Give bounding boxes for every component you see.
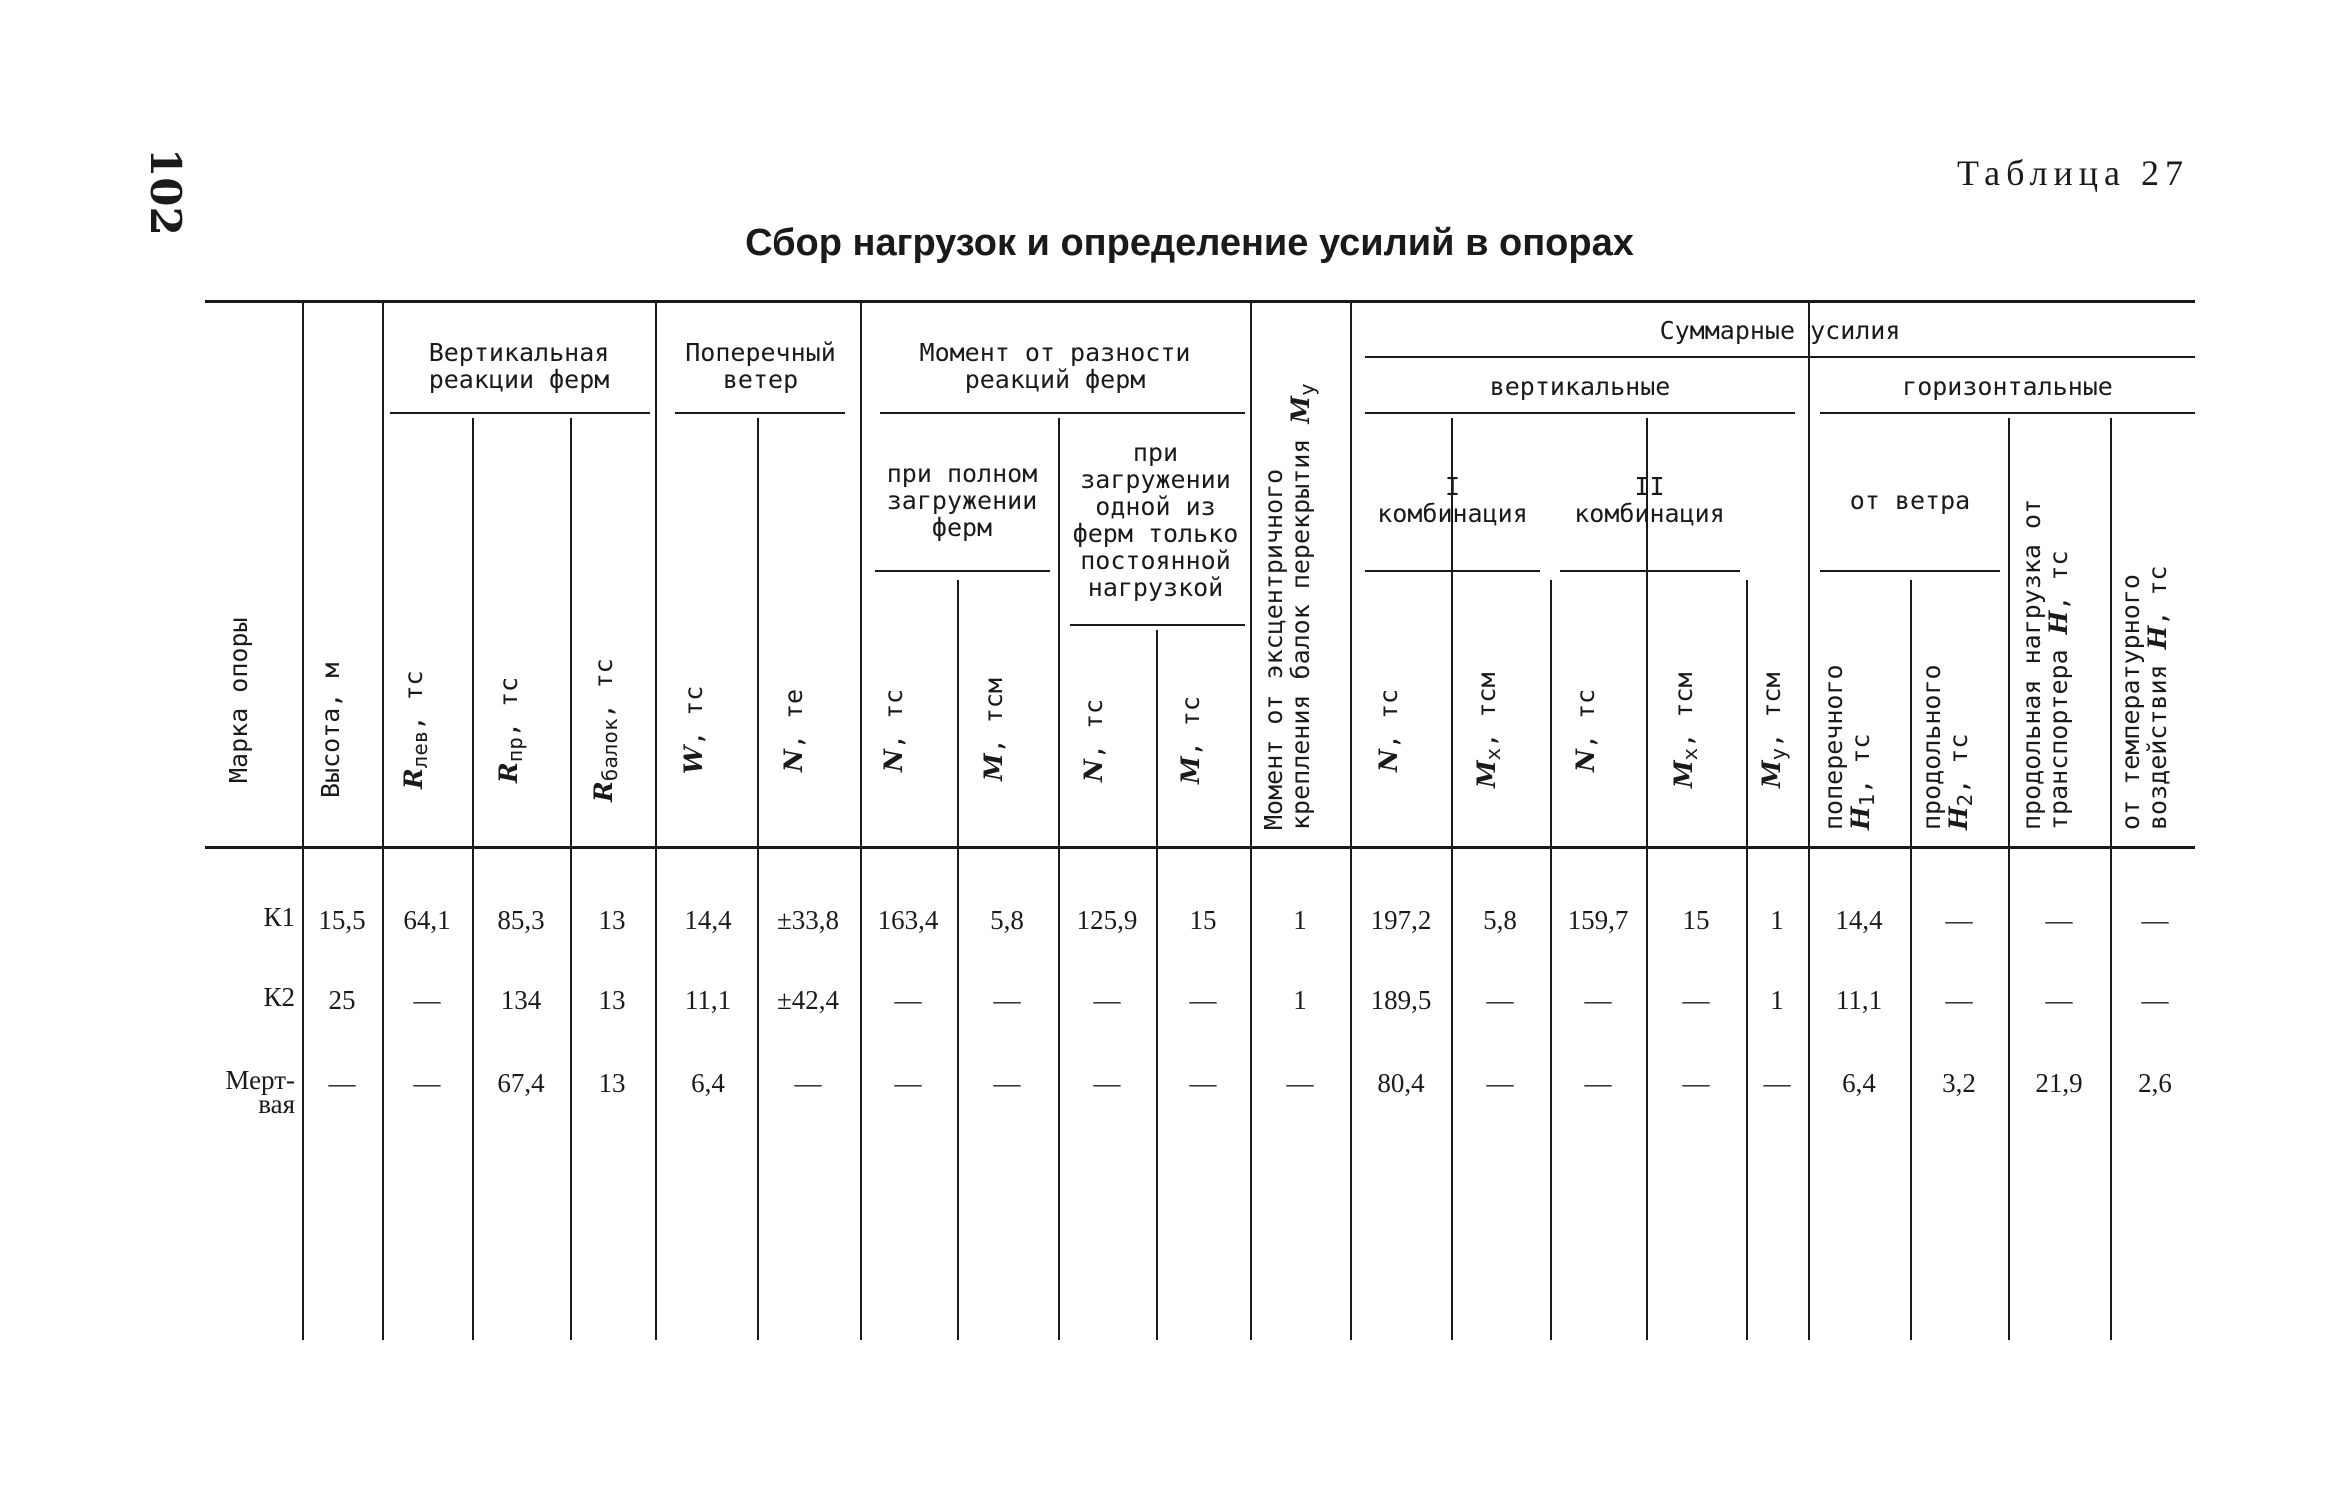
table-cell: — <box>2141 905 2169 935</box>
col-rule <box>1250 300 1252 1340</box>
header-h2: продольного $H_2$, тс <box>1917 664 1977 830</box>
table-cell: 11,1 <box>1835 985 1883 1015</box>
loads-table <box>205 300 2195 1340</box>
header-n-comb2: N, тс <box>1571 688 1600 772</box>
table-cell: 21,9 <box>2035 1068 2083 1098</box>
col-rule <box>1746 580 1748 1340</box>
col-rule <box>302 300 304 1340</box>
header-bottom-rule <box>205 846 2195 849</box>
table-cell: 80,4 <box>1377 1068 1425 1098</box>
header-cross-wind: Поперечный ветер <box>685 338 836 394</box>
table-cell: — <box>1093 985 1121 1015</box>
table-top-rule <box>205 300 2195 303</box>
table-cell: — <box>1584 985 1612 1015</box>
table-cell: 1 <box>1770 985 1784 1015</box>
col-rule <box>382 300 384 1340</box>
table-cell: 14,4 <box>1835 905 1883 935</box>
table-cell: — <box>794 1068 822 1098</box>
header-one-truss: при загружении одной из ферм только постоянной нагрузкой <box>1072 438 1239 602</box>
table-cell: 6,4 <box>1842 1068 1876 1098</box>
group-underline <box>1820 412 2195 414</box>
table-cell: 64,1 <box>403 905 451 935</box>
table-cell: 67,4 <box>497 1068 545 1098</box>
col-rule <box>2110 418 2112 1340</box>
header-height: Высота, м <box>316 662 345 798</box>
col-rule <box>1646 418 1648 1340</box>
col-rule <box>1350 300 1352 1340</box>
header-m-full: M, тсм <box>979 678 1008 782</box>
table-cell: — <box>2141 985 2169 1015</box>
table-cell: 197,2 <box>1370 905 1432 935</box>
table-cell: — <box>413 985 441 1015</box>
table-cell: — <box>1189 1068 1217 1098</box>
table-cell: — <box>1486 985 1514 1015</box>
group-underline <box>1365 356 2195 358</box>
header-full-load: при полном загружении ферм <box>886 458 1038 542</box>
group-underline <box>1365 570 1540 572</box>
table-cell: 1 <box>1770 905 1784 935</box>
header-eccentric: Момент от эксцентричного крепления балок перекрытия $M_y$ <box>1259 383 1319 830</box>
table-cell: — <box>1682 985 1710 1015</box>
table-cell: 5,8 <box>1483 905 1517 935</box>
table-cell: 15 <box>1682 905 1710 935</box>
header-h1: поперечного $H_1$, тс <box>1819 664 1879 830</box>
row-mark: К2 <box>263 982 295 1012</box>
table-cell: — <box>1093 1068 1121 1098</box>
page-title: Сбор нагрузок и определение усилий в опорах <box>745 222 1634 264</box>
table-cell: — <box>413 1068 441 1098</box>
table-cell: — <box>2045 905 2073 935</box>
table-cell: — <box>894 985 922 1015</box>
table-cell: — <box>1486 1068 1514 1098</box>
table-cell: — <box>1763 1068 1791 1098</box>
col-rule <box>472 418 474 1340</box>
table-cell: 163,4 <box>877 905 939 935</box>
table-cell: 15 <box>1189 905 1217 935</box>
table-cell: — <box>1945 905 1973 935</box>
table-cell: ±42,4 <box>776 985 840 1015</box>
col-rule <box>2008 418 2010 1340</box>
header-m-one: M, тс <box>1176 696 1205 784</box>
header-temperature: от температурного воздействия H, тс <box>2116 565 2172 830</box>
table-cell: 11,1 <box>684 985 732 1015</box>
header-r-beam: $R_{балок}$, тс <box>589 658 622 802</box>
col-rule <box>757 418 759 1340</box>
table-cell: 1 <box>1293 985 1307 1015</box>
header-r-right: $R_{пр}$, тс <box>494 676 527 784</box>
col-rule <box>1550 580 1552 1340</box>
table-cell: 6,4 <box>691 1068 725 1098</box>
table-cell: 125,9 <box>1076 905 1138 935</box>
header-n-wind: N, те <box>779 688 808 772</box>
header-n-full: N, тс <box>879 688 908 772</box>
col-rule <box>570 418 572 1340</box>
table-cell: 5,8 <box>990 905 1024 935</box>
table-cell: — <box>993 985 1021 1015</box>
group-underline <box>1560 570 1740 572</box>
header-comb2: II комбинация <box>1574 472 1725 528</box>
header-transporter: продольная нагрузка от транспортера H, тс <box>2017 498 2073 830</box>
table-cell: 25 <box>328 985 356 1015</box>
table-cell: — <box>1584 1068 1612 1098</box>
col-rule <box>957 580 959 1340</box>
header-sum-forces: Суммарные усилия <box>1659 315 1901 345</box>
header-w: W, тс <box>679 685 708 775</box>
group-underline <box>1365 412 1795 414</box>
table-cell: 13 <box>598 905 626 935</box>
header-my: $M_y$, тсм <box>1757 672 1790 788</box>
group-underline <box>880 412 1245 414</box>
table-cell: 1 <box>1293 905 1307 935</box>
col-rule <box>860 300 862 1340</box>
col-rule <box>1451 418 1453 1340</box>
table-cell: 13 <box>598 1068 626 1098</box>
table-cell: 134 <box>500 985 542 1015</box>
group-underline <box>1820 570 2000 572</box>
table-cell: — <box>1286 1068 1314 1098</box>
header-moment-diff: Момент от разности реакций ферм <box>919 338 1191 394</box>
col-rule <box>1910 580 1912 1340</box>
header-n-comb1: N, тс <box>1374 688 1403 772</box>
col-rule <box>1808 300 1810 1340</box>
col-rule <box>1058 418 1060 1340</box>
table-cell: — <box>328 1068 356 1098</box>
group-underline <box>390 412 650 414</box>
header-mx-comb1: $M_x$, тсм <box>1472 672 1505 788</box>
table-cell: 15,5 <box>318 905 366 935</box>
table-cell: — <box>2045 985 2073 1015</box>
group-underline <box>675 412 845 414</box>
header-mx-comb2: $M_x$, тсм <box>1669 672 1702 788</box>
group-underline <box>875 570 1050 572</box>
table-cell: 85,3 <box>497 905 545 935</box>
page-number: 102 <box>141 148 190 236</box>
col-rule <box>655 300 657 1340</box>
table-cell: — <box>993 1068 1021 1098</box>
table-cell: 159,7 <box>1567 905 1629 935</box>
header-mark: Марка опоры <box>224 617 253 783</box>
table-cell: 3,2 <box>1942 1068 1976 1098</box>
row-mark: К1 <box>263 902 295 932</box>
table-cell: 13 <box>598 985 626 1015</box>
header-horizontal: горизонтальные <box>1902 371 2113 401</box>
header-comb1: I комбинация <box>1377 472 1528 528</box>
table-cell: 189,5 <box>1370 985 1432 1015</box>
group-underline <box>1070 624 1245 626</box>
table-cell: 2,6 <box>2138 1068 2172 1098</box>
table-cell: — <box>1682 1068 1710 1098</box>
table-cell: — <box>894 1068 922 1098</box>
table-cell: — <box>1945 985 1973 1015</box>
header-vertical: вертикальные <box>1489 371 1671 401</box>
table-cell: 14,4 <box>684 905 732 935</box>
table-number: Таблица 27 <box>1957 153 2189 193</box>
header-n-one: N, тс <box>1079 698 1108 782</box>
header-r-left: $R_{лев}$, тс <box>399 670 432 790</box>
row-mark: Мерт-вая <box>225 1065 295 1119</box>
header-from-wind: от ветра <box>1849 485 1971 515</box>
header-vertical-reaction: Вертикальная реакции ферм <box>428 338 610 394</box>
col-rule <box>1156 630 1158 1340</box>
table-cell: — <box>1189 985 1217 1015</box>
table-cell: ±33,8 <box>776 905 840 935</box>
